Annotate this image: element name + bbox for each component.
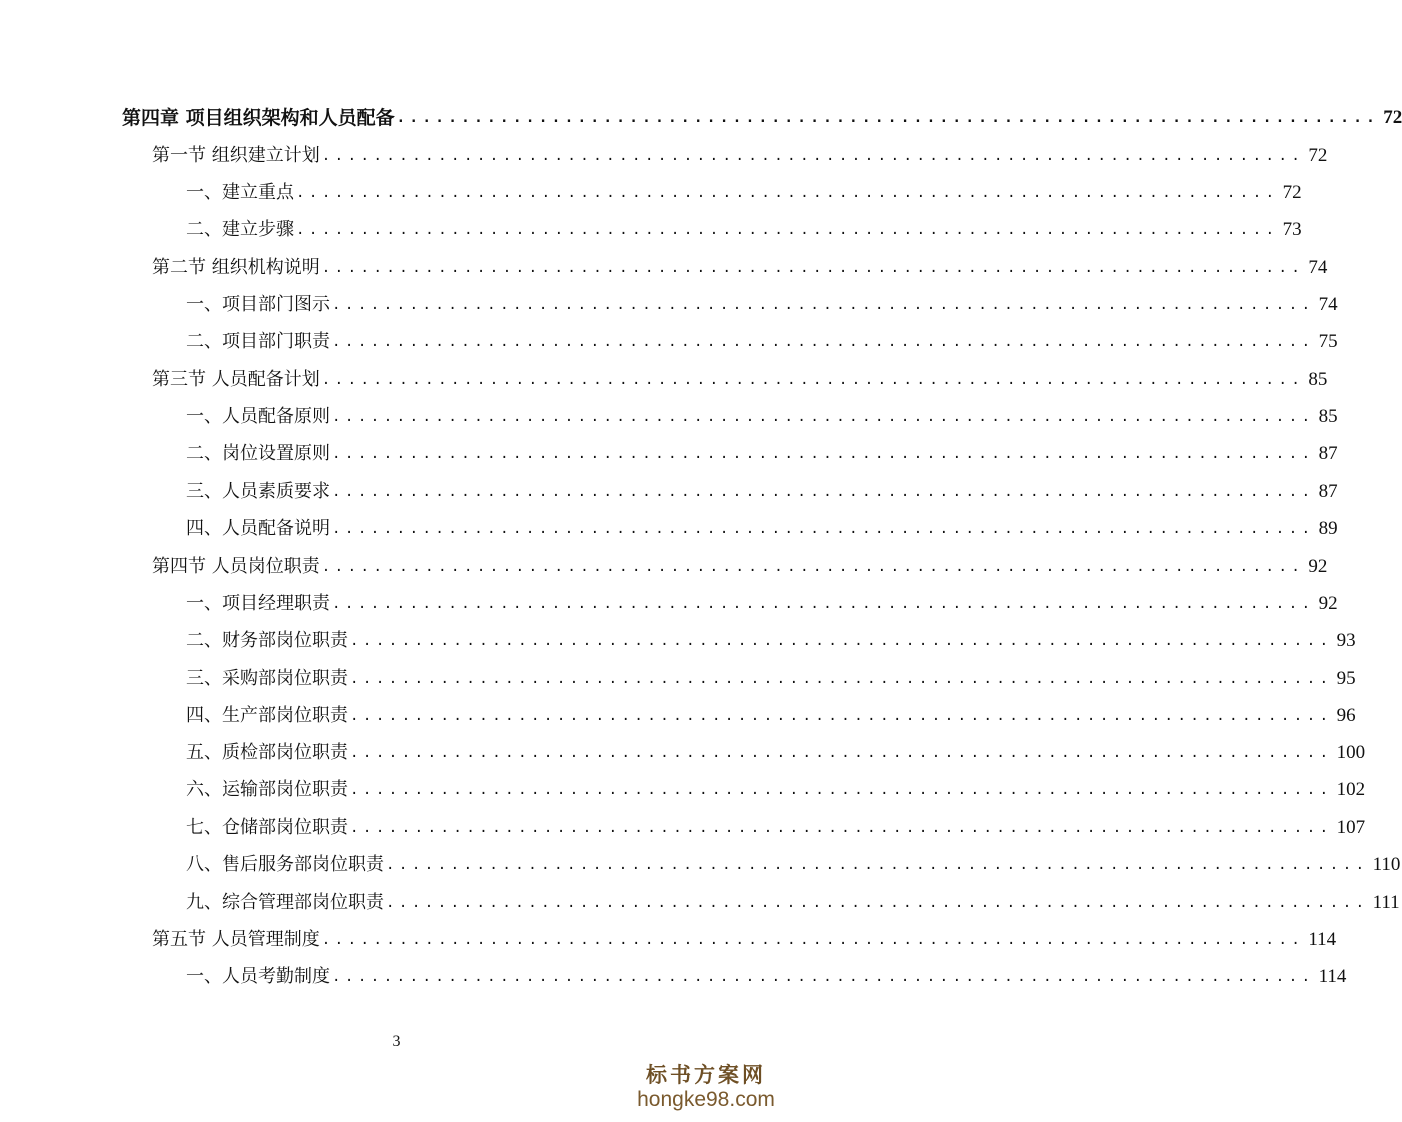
toc-entry-item[interactable]: [186, 704, 1356, 728]
toc-entry-label: 二、项目部门职责: [186, 331, 330, 352]
toc-entry-page: 102: [1336, 779, 1366, 800]
toc-entry-page: 100: [1336, 742, 1366, 763]
dot-leader: ............................................................................: [321, 148, 1305, 164]
toc-entry-label: 一、项目部门图示: [186, 294, 330, 315]
toc-entry-label: 第三节 人员配备计划: [152, 369, 320, 390]
toc-entry-page: 73: [1282, 219, 1302, 240]
toc-entry-item[interactable]: [186, 293, 1338, 317]
toc-entry-page: 110: [1372, 854, 1401, 875]
toc-entry-item[interactable]: [186, 778, 1366, 802]
toc-entry-page: 87: [1318, 443, 1338, 464]
toc-entry-page: 111: [1372, 892, 1400, 913]
toc-entry-label: 九、综合管理部岗位职责: [186, 892, 384, 913]
toc-entry-label: 一、人员考勤制度: [186, 966, 330, 987]
dot-leader: ............................................................................: [350, 820, 1333, 836]
toc-entry-page: 89: [1318, 518, 1338, 539]
toc-entry-label: 第四章 项目组织架构和人员配备: [122, 107, 395, 129]
toc-entry-label: 四、生产部岗位职责: [186, 705, 348, 726]
toc-entry-label: 第二节 组织机构说明: [152, 257, 320, 278]
toc-entry-item[interactable]: [186, 442, 1338, 466]
toc-entry-page: 85: [1318, 406, 1338, 427]
toc-entry-label: 二、岗位设置原则: [186, 443, 330, 464]
toc-entry-section-5[interactable]: [152, 928, 1337, 952]
dot-leader: ............................................................................: [321, 932, 1305, 948]
toc-entry-page: 87: [1318, 481, 1338, 502]
toc-entry-page: 74: [1308, 257, 1328, 278]
dot-leader: ............................................................................: [296, 185, 1279, 201]
toc-entry-section-4[interactable]: [152, 555, 1328, 579]
toc-entry-page: 72: [1282, 182, 1302, 203]
toc-entry-page: 114: [1308, 929, 1337, 950]
toc-entry-page: 96: [1336, 705, 1356, 726]
toc-entry-item[interactable]: [186, 741, 1366, 765]
dot-leader: ............................................................................: [386, 857, 1369, 873]
toc-entry-label: 五、质检部岗位职责: [186, 742, 348, 763]
dot-leader: ............................................................................: [386, 895, 1369, 911]
toc-entry-label: 第一节 组织建立计划: [152, 145, 320, 166]
toc-entry-label: 第五节 人员管理制度: [152, 929, 320, 950]
dot-leader: ............................................................................: [321, 260, 1305, 276]
watermark-cn-text: 标书方案网: [646, 1062, 766, 1087]
dot-leader: ............................................................................: [350, 671, 1333, 687]
dot-leader: ............................................................................: [332, 297, 1315, 313]
toc-entry-section-3[interactable]: [152, 368, 1328, 392]
toc-entry-label: 三、人员素质要求: [186, 481, 330, 502]
dot-leader: ............................................................................: [332, 484, 1315, 500]
dot-leader: ............................................................................: [396, 110, 1380, 126]
toc-entry-label: 六、运输部岗位职责: [186, 779, 348, 800]
toc-entry-label: 二、财务部岗位职责: [186, 630, 348, 651]
watermark-url-text: hongke98.com: [637, 1088, 775, 1111]
toc-entry-item[interactable]: [186, 181, 1302, 205]
toc-entry-label: 第四节 人员岗位职责: [152, 556, 320, 577]
dot-leader: ............................................................................: [350, 782, 1333, 798]
toc-entry-page: 95: [1336, 668, 1356, 689]
toc-entry-item[interactable]: [186, 965, 1347, 989]
toc-entry-label: 二、建立步骤: [186, 219, 294, 240]
toc-entry-section-1[interactable]: [152, 144, 1328, 168]
toc-entry-item[interactable]: [186, 517, 1338, 541]
toc-entry-page: 74: [1318, 294, 1338, 315]
site-watermark: [631, 1064, 781, 1110]
toc-entry-label: 三、采购部岗位职责: [186, 668, 348, 689]
dot-leader: ............................................................................: [332, 409, 1315, 425]
toc-entry-item[interactable]: [186, 667, 1356, 691]
dot-leader: ............................................................................: [332, 596, 1315, 612]
toc-entry-section-2[interactable]: [152, 256, 1328, 280]
toc-entry-label: 一、人员配备原则: [186, 406, 330, 427]
toc-entry-item[interactable]: [186, 405, 1338, 429]
toc-entry-page: 85: [1308, 369, 1328, 390]
dot-leader: ............................................................................: [350, 708, 1333, 724]
toc-entry-chapter-4[interactable]: [122, 106, 1402, 130]
dot-leader: ............................................................................: [321, 372, 1305, 388]
toc-entry-label: 一、建立重点: [186, 182, 294, 203]
toc-entry-item[interactable]: [186, 330, 1338, 354]
toc-entry-item[interactable]: [186, 629, 1356, 653]
toc-entry-page: 72: [1383, 107, 1402, 128]
dot-leader: ............................................................................: [332, 446, 1315, 462]
page-number: 3: [392, 1033, 401, 1050]
dot-leader: ............................................................................: [350, 745, 1333, 761]
dot-leader: ............................................................................: [332, 521, 1315, 537]
dot-leader: ............................................................................: [332, 334, 1315, 350]
toc-entry-label: 四、人员配备说明: [186, 518, 330, 539]
dot-leader: ............................................................................: [332, 969, 1315, 985]
toc-entry-label: 八、售后服务部岗位职责: [186, 854, 384, 875]
toc-entry-item[interactable]: [186, 480, 1338, 504]
toc-entry-item[interactable]: [186, 853, 1401, 877]
toc-entry-page: 92: [1308, 556, 1328, 577]
toc-entry-item[interactable]: [186, 816, 1366, 840]
toc-entry-page: 114: [1318, 966, 1347, 987]
toc-entry-item[interactable]: [186, 218, 1302, 242]
toc-entry-item[interactable]: [186, 592, 1338, 616]
toc-entry-page: 92: [1318, 593, 1338, 614]
dot-leader: ............................................................................: [350, 633, 1333, 649]
toc-entry-page: 75: [1318, 331, 1338, 352]
dot-leader: ............................................................................: [296, 222, 1279, 238]
toc-entry-item[interactable]: [186, 891, 1400, 915]
dot-leader: ............................................................................: [321, 559, 1305, 575]
toc-entry-page: 93: [1336, 630, 1356, 651]
toc-entry-page: 107: [1336, 817, 1366, 838]
toc-entry-label: 一、项目经理职责: [186, 593, 330, 614]
toc-entry-page: 72: [1308, 145, 1328, 166]
toc-entry-label: 七、仓储部岗位职责: [186, 817, 348, 838]
